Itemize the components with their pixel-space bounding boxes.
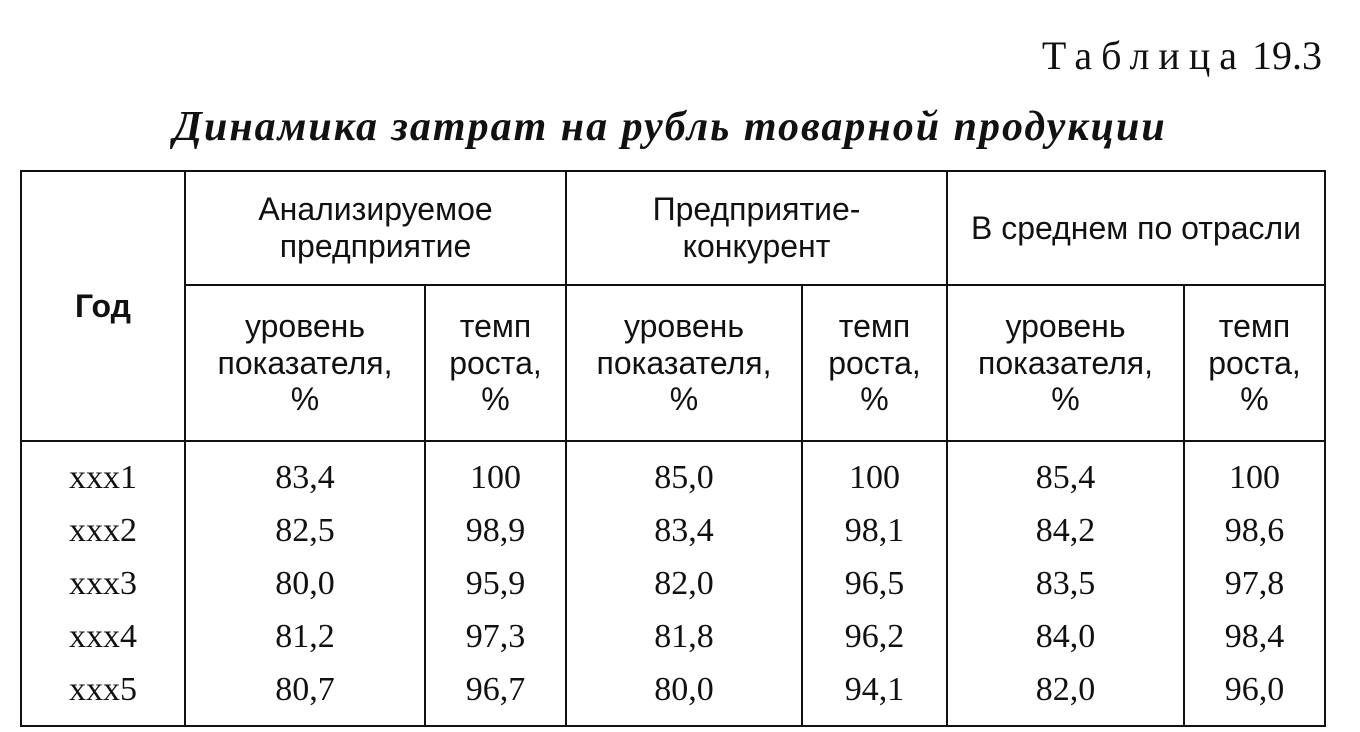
year-cell: xxx5 <box>21 664 185 726</box>
group-header-line: Анализируемое <box>258 191 493 228</box>
subheader-line: роста, <box>1208 344 1301 381</box>
table-row <box>21 611 1325 664</box>
subheader-rate <box>425 285 566 441</box>
year-column-header: Год <box>21 171 185 441</box>
year-cell: xxx4 <box>21 611 185 664</box>
table-number-value: 19.3 <box>1252 33 1322 78</box>
subheader-line: уровень <box>244 307 365 344</box>
subheader-line: % <box>290 381 320 418</box>
value-cell: 83,4 <box>566 505 802 558</box>
subheader-line: уровень <box>1005 307 1126 344</box>
value-cell: 84,0 <box>947 611 1184 664</box>
group-header-line: предприятие <box>279 228 472 264</box>
table-row <box>21 441 1325 505</box>
value-cell: 80,0 <box>566 664 802 726</box>
data-table <box>20 170 1326 727</box>
value-cell: 96,0 <box>1184 664 1325 726</box>
subheader-line: темп <box>1218 307 1291 344</box>
subheader-level <box>185 285 425 441</box>
subheader-line: % <box>1051 381 1080 418</box>
subheader-line: показателя, <box>978 344 1153 381</box>
value-cell: 85,4 <box>947 441 1184 505</box>
table-number <box>1041 33 1322 78</box>
value-cell: 97,3 <box>425 611 566 664</box>
value-cell: 85,0 <box>566 441 802 505</box>
year-cell: xxx1 <box>21 441 185 505</box>
value-cell: 80,0 <box>185 558 425 611</box>
value-cell: 96,2 <box>802 611 947 664</box>
value-cell: 98,9 <box>425 505 566 558</box>
value-cell: 81,8 <box>566 611 802 664</box>
group-header-line: В среднем по отрасли <box>970 209 1302 246</box>
group-header-line: конкурент <box>682 228 831 264</box>
subheader-line: темп <box>838 307 911 344</box>
group-header-analyzed <box>185 171 566 285</box>
subheader-line: % <box>1240 381 1269 418</box>
value-cell: 84,2 <box>947 505 1184 558</box>
value-cell: 100 <box>1184 441 1325 505</box>
subheader-line: % <box>481 381 510 418</box>
subheader-line: показателя, <box>217 344 393 381</box>
subheader-line: роста, <box>449 344 542 381</box>
value-cell: 82,0 <box>947 664 1184 726</box>
value-cell: 96,7 <box>425 664 566 726</box>
value-cell: 97,8 <box>1184 558 1325 611</box>
value-cell: 94,1 <box>802 664 947 726</box>
year-cell: xxx3 <box>21 558 185 611</box>
table-number-label: Таблица <box>1041 33 1246 78</box>
value-cell: 98,6 <box>1184 505 1325 558</box>
value-cell: 100 <box>802 441 947 505</box>
subheader-line: темп <box>459 307 532 344</box>
group-header-industry <box>947 171 1325 285</box>
group-header-competitor <box>566 171 947 285</box>
table-title: Динамика затрат на рубль товарной продукции <box>173 104 1167 150</box>
value-cell: 96,5 <box>802 558 947 611</box>
value-cell: 100 <box>425 441 566 505</box>
table-row <box>21 664 1325 726</box>
subheader-line: % <box>669 381 699 418</box>
value-cell: 80,7 <box>185 664 425 726</box>
value-cell: 83,5 <box>947 558 1184 611</box>
value-cell: 98,4 <box>1184 611 1325 664</box>
value-cell: 82,0 <box>566 558 802 611</box>
group-header-line: Предприятие- <box>652 191 861 228</box>
subheader-line: % <box>860 381 889 418</box>
subheader-level <box>566 285 802 441</box>
value-cell: 81,2 <box>185 611 425 664</box>
header-row-groups <box>21 171 1325 285</box>
subheader-line: роста, <box>828 344 921 381</box>
header-row-subcolumns <box>21 285 1325 441</box>
subheader-line: уровень <box>623 307 744 344</box>
subheader-rate <box>1184 285 1325 441</box>
value-cell: 83,4 <box>185 441 425 505</box>
subheader-level <box>947 285 1184 441</box>
subheader-rate <box>802 285 947 441</box>
value-cell: 95,9 <box>425 558 566 611</box>
value-cell: 98,1 <box>802 505 947 558</box>
subheader-line: показателя, <box>596 344 772 381</box>
table-row <box>21 558 1325 611</box>
table-row <box>21 505 1325 558</box>
year-cell: xxx2 <box>21 505 185 558</box>
value-cell: 82,5 <box>185 505 425 558</box>
